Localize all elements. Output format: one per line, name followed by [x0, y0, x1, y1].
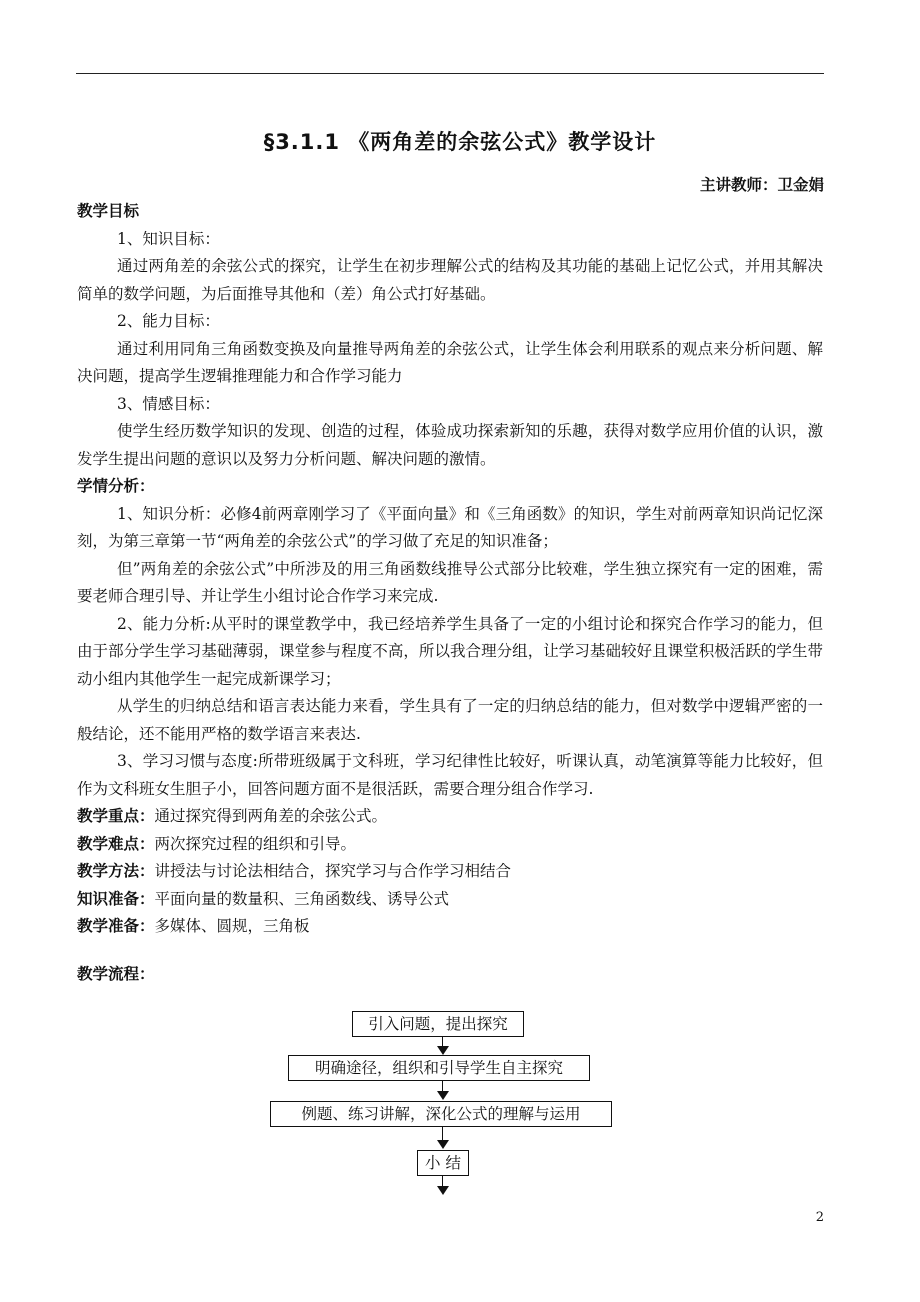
knowledge-prep: [77, 886, 823, 914]
arrow-down-icon: [437, 1091, 449, 1100]
method-label: 教学方法：: [77, 862, 155, 880]
knowledge-label: 知识准备：: [77, 889, 155, 908]
knowledge-value: 平面向量的数量积、三角函数线、诱导公式: [154, 889, 450, 908]
arrow-down-icon: [437, 1140, 449, 1149]
analysis-heading: 学情分析：: [77, 477, 155, 495]
analysis-paragraph: 3、学习习惯与态度:所带班级属于文科班，学习纪律性比较好，听课认真，动笔演算等能力比较好，但作为文科班女生胆子小，回答问题方面不是很活跃，需要合理分组合作学习.: [77, 752, 823, 798]
arrow-down-icon: [437, 1046, 449, 1055]
goal2-label: 2、能力目标：: [117, 312, 220, 330]
flow-heading: 教学流程：: [77, 964, 155, 983]
goal2-text: 通过利用同角三角函数变换及向量推导两角差的余弦公式，让学生体会利用联系的观点来分析问题、解决问题，提高学生逻辑推理能力和合作学习能力: [77, 339, 823, 385]
flow-step-1: 引入问题，提出探究: [352, 1011, 524, 1037]
page-number: 2: [815, 1210, 824, 1225]
difficulty-value: 两次探究过程的组织和引导。: [154, 834, 357, 853]
teaching-method: [77, 858, 823, 886]
analysis-paragraph: 2、能力分析:从平时的课堂教学中，我已经培养学生具备了一定的小组讨论和探究合作学习的能力，但由于部分学生学习基础薄弱，课堂参与程度不高，所以我合理分组，让学习基础较好且课堂积极活跃的学生带动小组内其他学生一起完成新课学习；: [77, 614, 823, 688]
arrow-down-icon: [437, 1186, 449, 1195]
focus-label: 教学重点：: [77, 807, 155, 825]
goal1-text: 通过两角差的余弦公式的探究，让学生在初步理解公式的结构及其功能的基础上记忆公式，并用其解决简单的数学问题，为后面推导其他和（差）角公式打好基础。: [77, 257, 823, 303]
prep-value: 多媒体、圆规，三角板: [154, 917, 310, 935]
analysis-paragraph: 从学生的归纳总结和语言表达能力来看，学生具有了一定的归纳总结的能力，但对数学中逻辑严密的一般结论，还不能用严格的数学语言来表达.: [77, 697, 823, 743]
analysis-paragraph: 但”两角差的余弦公式”中所涉及的用三角函数线推导公式部分比较难，学生独立探究有一定的困难，需要老师合理引导、并让学生小组讨论合作学习来完成.: [77, 559, 823, 605]
teaching-difficulty: [77, 831, 823, 859]
analysis-paragraph: 1、知识分析：必修4前两章刚学习了《平面向量》和《三角函数》的知识，学生对前两章知识尚记忆深刻，为第三章第一节“两角差的余弦公式”的学习做了充足的知识准备；: [77, 504, 823, 550]
flow-step-2: 明确途径，组织和引导学生自主探究: [288, 1055, 590, 1081]
teaching-focus: [77, 803, 823, 831]
goal3-label: 3、情感目标：: [117, 394, 220, 413]
goal3-text: 使学生经历数学知识的发现、创造的过程，体验成功探索新知的乐趣，获得对数学应用价值的认识，激发学生提出问题的意识以及努力分析问题、解决问题的激情。: [77, 422, 823, 468]
header-rule: [76, 73, 824, 74]
method-value: 讲授法与讨论法相结合，探究学习与合作学习相结合: [154, 862, 512, 880]
goals-heading: 教学目标: [77, 202, 140, 220]
document-body: [77, 198, 823, 988]
flow-step-3: 例题、练习讲解，深化公式的理解与运用: [270, 1101, 612, 1127]
focus-value: 通过探究得到两角差的余弦公式。: [154, 807, 388, 825]
teaching-prep: [77, 913, 823, 941]
author-line: 主讲教师：卫金娟: [699, 176, 824, 194]
flow-step-4: 小 结: [417, 1150, 469, 1176]
difficulty-label: 教学难点：: [77, 834, 155, 853]
document-title: §3.1.1 《两角差的余弦公式》教学设计: [263, 130, 657, 154]
prep-label: 教学准备：: [77, 917, 155, 935]
goal1-label: 1、知识目标：: [117, 229, 220, 248]
